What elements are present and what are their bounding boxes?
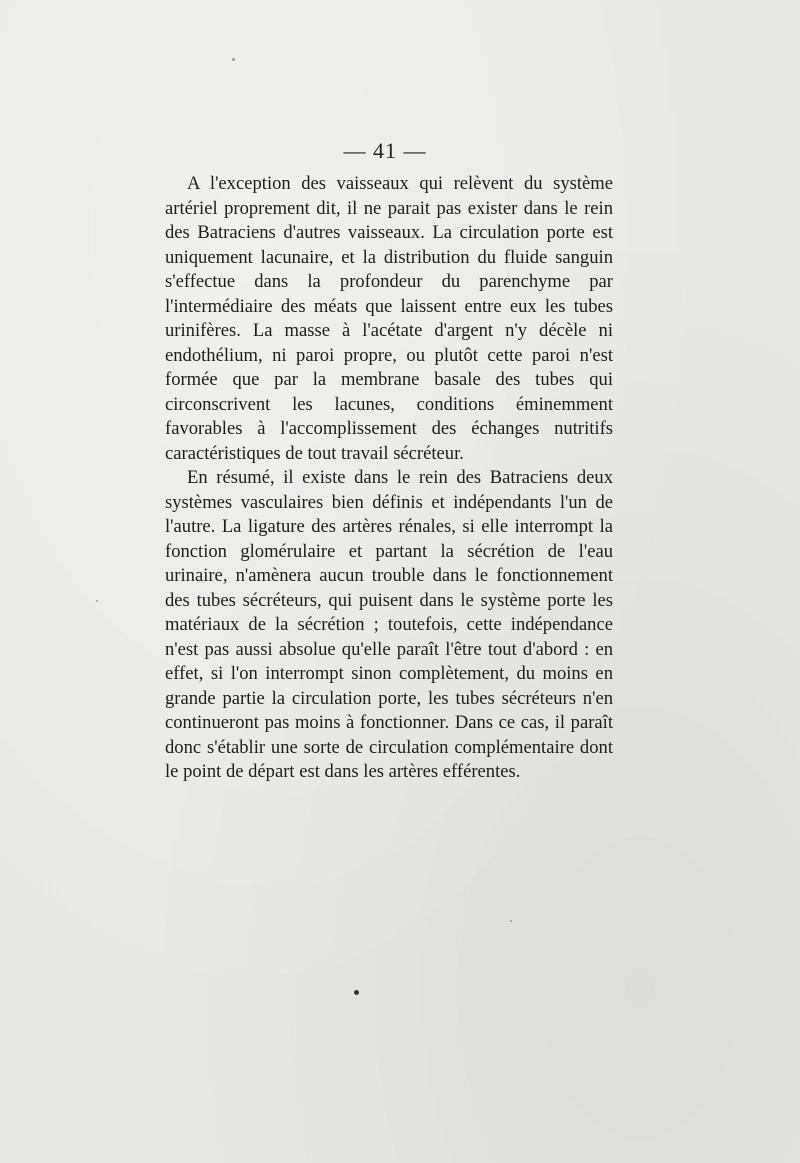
paper-speck [232, 58, 235, 61]
paper-speck [96, 600, 98, 602]
body-text [165, 172, 613, 785]
ink-dot [354, 990, 359, 995]
page-number: — 41 — [343, 138, 427, 163]
paragraph-1: A l'exception des vaisseaux qui relèvent du système artériel proprement dit, il ne parait pas exister dans le rein des Batraciens d'autres vaisseaux. La circulation porte est uniquement lacunaire, et la distribution du fluide sanguin s'effectue dans la profondeur du parenchyme par l'intermédiaire des méats que laissent entre eux les tubes urinifères. La masse à l'acétate d'argent n'y décèle ni endothélium, ni paroi propre, ou plutôt cette paroi n'est formée que par la membrane basale des tubes qui circonscrivent les lacunes, conditions éminemment favorables à l'accomplissement des échanges nutritifs caractéristiques de tout travail sécréteur. [165, 173, 613, 464]
paragraph-2: En résumé, il existe dans le rein des Batraciens deux systèmes vasculaires bien définis et indépendants l'un de l'autre. La ligature des artères rénales, si elle interrompt la fonction glomérulaire et partant la sécrétion de l'eau urinaire, n'amènera aucun trouble dans le fonctionnement des tubes sécréteurs, qui puisent dans le système porte les matériaux de la sécrétion ; toutefois, cette indépendance n'est pas aussi absolue qu'elle paraît l'être tout d'abord : en effet, si l'on interrompt sinon complètement, du moins en grande partie la circulation porte, les tubes sécréteurs n'en continueront pas moins à fonctionner. Dans ce cas, il paraît donc s'établir une sorte de circulation complémentaire dont le point de départ est dans les artères efférentes. [165, 467, 613, 782]
paper-speck [510, 920, 512, 922]
